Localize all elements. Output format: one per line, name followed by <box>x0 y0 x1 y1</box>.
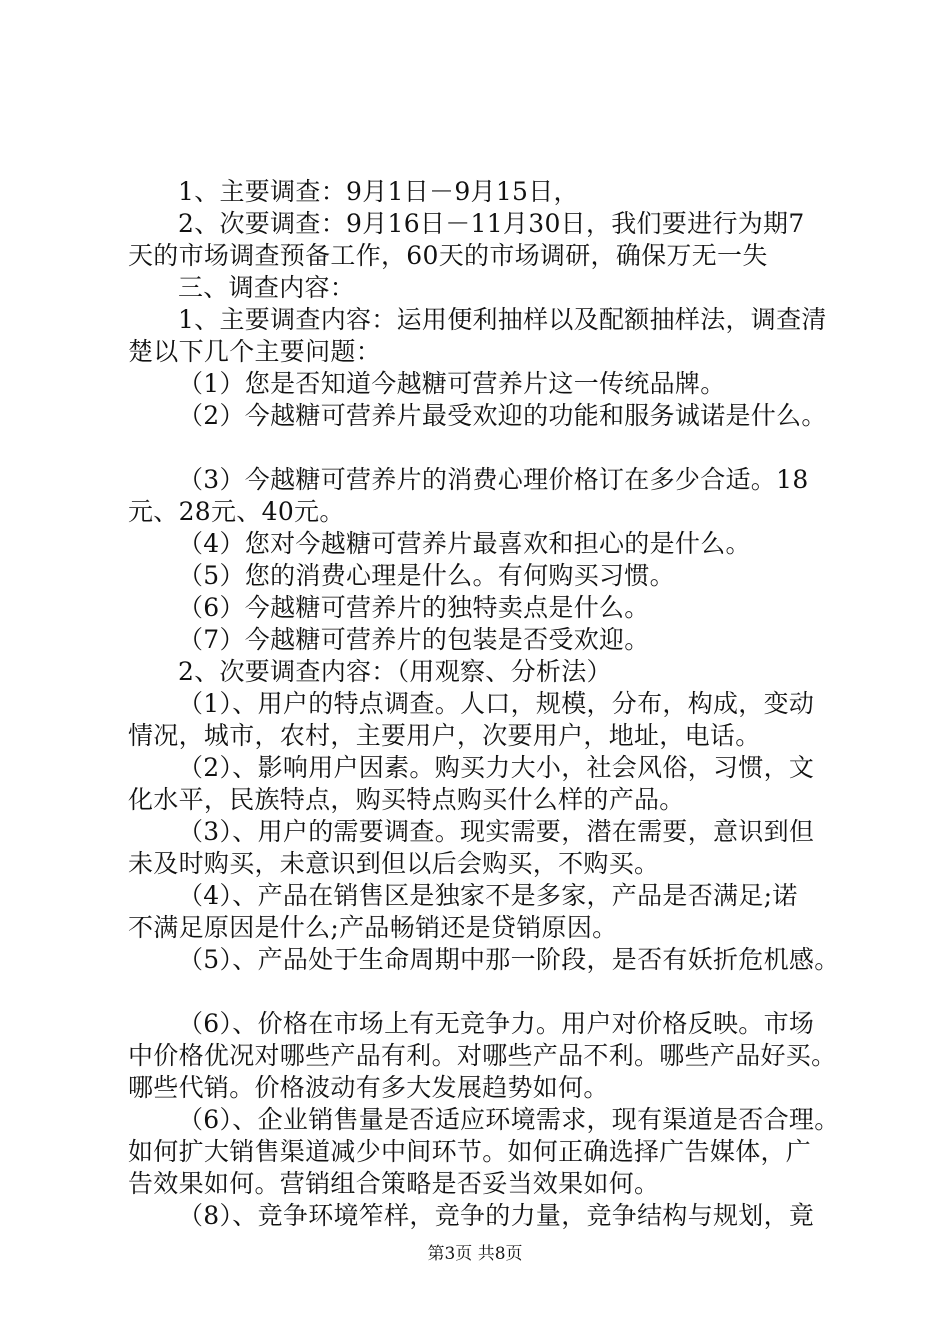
text-line: （3）、用户的需要调查。现实需要，潜在需要，意识到但 <box>178 817 815 846</box>
text-line: （2）、影响用户因素。购买力大小，社会风俗，习惯，文 <box>178 753 815 782</box>
text-line: 如何扩大销售渠道减少中间环节。如何正确选择广告媒体，广 <box>128 1137 812 1166</box>
text-line: （4）、产品在销售区是独家不是多家，产品是否满足;诺 <box>178 881 798 910</box>
text-line: （8）、竞争环境笮样，竞争的力量，竞争结构与规划，竟 <box>178 1201 815 1230</box>
text-line: 哪些代销。价格波动有多大发展趋势如何。 <box>128 1073 609 1102</box>
text-line: 不满足原因是什么;产品畅销还是贷销原因。 <box>128 913 618 942</box>
text-line: 元、28元、40元。 <box>128 497 345 526</box>
question-item: （3）今越糖可营养片的消费心理价格订在多少合适。18 <box>178 465 809 494</box>
text-line: 天的市场调查预备工作，60天的市场调研，确保万无一失 <box>128 241 768 270</box>
text-line: 2、次要调查内容：（用观察、分析法） <box>178 657 612 686</box>
text-line: 2、次要调查：9月16日－11月30日，我们要进行为期7 <box>178 209 805 238</box>
text-line: （1）、用户的特点调查。人口，规模，分布，构成，变动 <box>178 689 815 718</box>
text-line: 1、主要调查：9月1日－9月15日， <box>178 177 579 206</box>
text-line: （6）、价格在市场上有无竞争力。用户对价格反映。市场 <box>178 1009 815 1038</box>
text-line: （5）、产品处于生命周期中那一阶段，是否有妖折危机感。 <box>178 945 840 974</box>
question-item: （4）您对今越糖可营养片最喜欢和担心的是什么。 <box>178 529 751 558</box>
question-item: （2）今越糖可营养片最受欢迎的功能和服务诚诺是什么。 <box>178 401 827 430</box>
text-line: （6）、企业销售量是否适应环境需求，现有渠道是否合理。 <box>178 1105 840 1134</box>
text-line: 1、主要调查内容：运用便利抽样以及配额抽样法，调查清 <box>178 305 827 334</box>
text-line: 告效果如何。营销组合策略是否妥当效果如何。 <box>128 1169 660 1198</box>
text-line: 中价格优况对哪些产品有利。对哪些产品不利。哪些产品好买。 <box>128 1041 837 1070</box>
section-heading: 三、调查内容： <box>178 273 356 302</box>
question-item: （6）今越糖可营养片的独特卖点是什么。 <box>178 593 650 622</box>
page-footer: 第3页 共8页 <box>427 1244 523 1264</box>
text-line: 化水平，民族特点，购买特点购买什么样的产品。 <box>128 785 685 814</box>
question-item: （1）您是否知道今越糖可营养片这一传统品牌。 <box>178 369 726 398</box>
text-line: 未及时购买，未意识到但以后会购买，不购买。 <box>128 849 660 878</box>
question-item: （7）今越糖可营养片的包装是否受欢迎。 <box>178 625 650 654</box>
question-item: （5）您的消费心理是什么。有何购买习惯。 <box>178 561 675 590</box>
text-line: 情况，城市，农村，主要用户，次要用户，地址，电话。 <box>128 721 761 750</box>
text-line: 楚以下几个主要问题： <box>128 337 382 366</box>
